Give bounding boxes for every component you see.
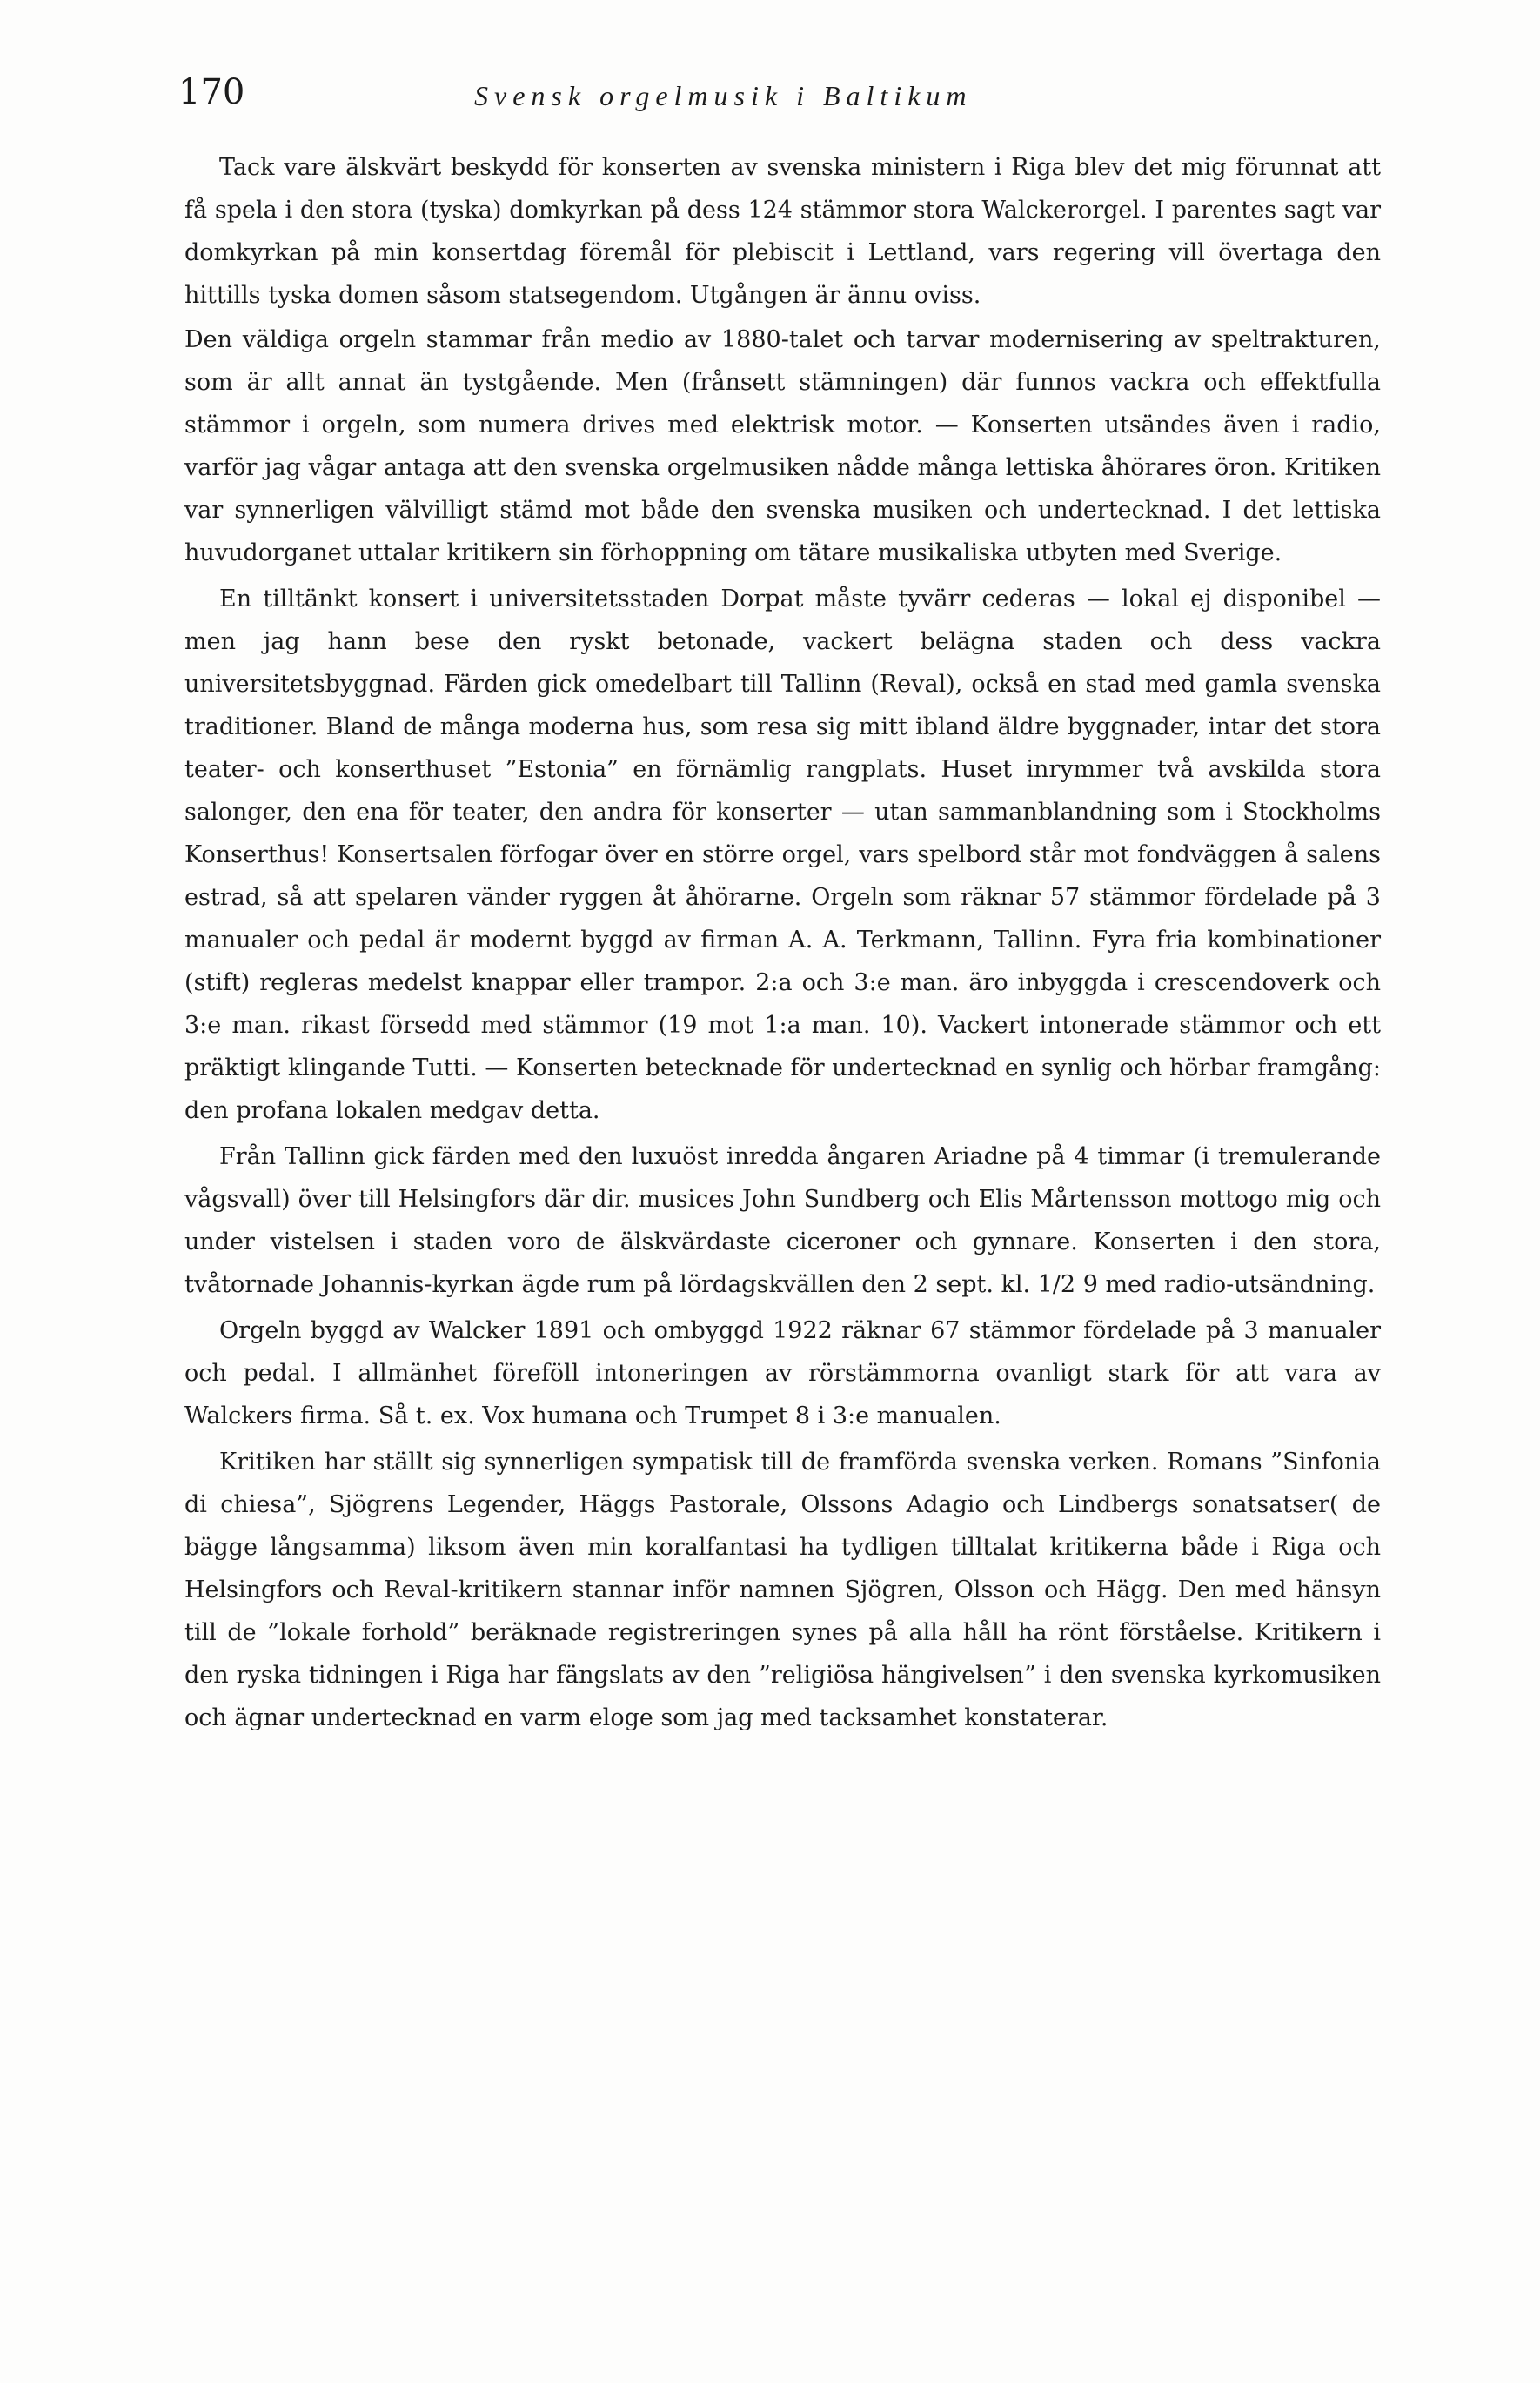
paragraph-helsingfors-journey: Från Tallinn gick färden med den luxuöst inredda ångaren Ariadne på 4 timmar (i tremulerande vågsvall) över till Helsingfors där dir. musices John Sundberg och Elis Mårtensson mottogo mig och under vistelsen i staden voro de älskvärdaste ciceroner och gynnare. Konserten i den stora, tvåtornade Johannis-kyrkan ägde rum på lördagskvällen den 2 sept. kl. 1/2 9 med radio-utsändning. (184, 1143, 1381, 1298)
body-text (184, 146, 1381, 1739)
paragraph-critics: Kritiken har ställt sig synnerligen sympatisk till de framförda svenska verken. Romans ”Sinfonia di chiesa”, Sjögrens Legender, Häggs Pastorale, Olssons Adagio och Lindbergs sonatsatser( de bägge långsamma) liksom även min koralfantasi ha tydligen tilltalat kritikerna både i Riga och Helsingfors och Reval-kritikern stannar inför namnen Sjögren, Olsson och Hägg. Den med hänsyn till de ”lokale forhold” beräknade registreringen synes på alla håll ha rönt förståelse. Kritikern i den ryska tidningen i Riga har fängslats av den ”religiösa hängivelsen” i den svenska kyrkomusiken och ägnar undertecknad en varm eloge som jag med tacksamhet konstaterar. (184, 1449, 1381, 1731)
page-header (178, 68, 1379, 129)
page-number: 170 (178, 72, 245, 112)
running-title: Svensk orgelmusik i Baltikum (474, 80, 973, 111)
paragraph-riga-concert: Tack vare älskvärt beskydd för konserten av svenska ministern i Riga blev det mig förunnat att få spela i den stora (tyska) domkyrkan på dess 124 stämmor stora Walckerorgel. I parentes sagt var domkyrkan på min konsertdag föremål för plebiscit i Lettland, vars regering vill övertaga den hittills tyska domen såsom statsegendom. Utgången är ännu oviss. (184, 154, 1381, 309)
paragraph-riga-organ: Den väldiga orgeln stammar från medio av 1880-talet och tarvar modernisering av speltrakturen, som är allt annat än tystgående. Men (frånsett stämningen) där funnos vackra och effektfulla stämmor i orgeln, som numera drives med elektrisk motor. — Konserten utsändes även i radio, varför jag vågar antaga att den svenska orgelmusiken nådde många lettiska åhörares öron. Kritiken var synnerligen välvilligt stämd mot både den svenska musiken och undertecknad. I det lettiska huvudorganet uttalar kritikern sin förhoppning om tätare musikaliska utbyten med Sverige. (184, 326, 1381, 566)
paragraph-helsingfors-organ: Orgeln byggd av Walcker 1891 och ombyggd 1922 räknar 67 stämmor fördelade på 3 manualer och pedal. I allmänhet föreföll intoneringen av rörstämmorna ovanligt stark för att vara av Walckers firma. Så t. ex. Vox humana och Trumpet 8 i 3:e manualen. (184, 1317, 1381, 1429)
paragraph-tallinn-concert: En tilltänkt konsert i universitetsstaden Dorpat måste tyvärr cederas — lokal ej disponibel — men jag hann bese den ryskt betonade, vackert belägna staden och dess vackra universitetsbyggnad. Färden gick omedelbart till Tallinn (Reval), också en stad med gamla svenska traditioner. Bland de många moderna hus, som resa sig mitt ibland äldre byggnader, intar det stora teater- och konserthuset ”Estonia” en förnämlig rangplats. Huset inrymmer två avskilda stora salonger, den ena för teater, den andra för konserter — utan sammanblandning som i Stockholms Konserthus! Konsertsalen förfogar över en större orgel, vars spelbord står mot fondväggen å salens estrad, så att spelaren vänder ryggen åt åhörarne. Orgeln som räknar 57 stämmor fördelade på 3 manualer och pedal är modernt byggd av firman A. A. Terkmann, Tallinn. Fyra fria kombinationer (stift) regleras medelst knappar eller trampor. 2:a och 3:e man. äro inbyggda i crescendoverk och 3:e man. rikast försedd med stämmor (19 mot 1:a man. 10). Vackert intonerade stämmor och ett präktigt klingande Tutti. — Konserten betecknade för undertecknad en synlig och hörbar framgång: den profana lokalen medgav detta. (184, 586, 1381, 1124)
